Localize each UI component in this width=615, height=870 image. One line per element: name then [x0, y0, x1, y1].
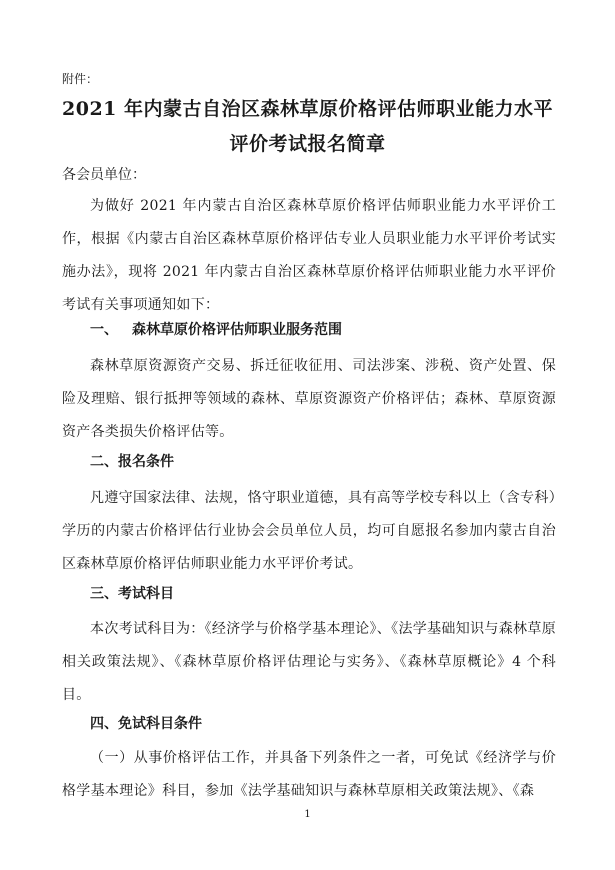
document-title-line-1: 2021 年内蒙古自治区森林草原价格评估师职业能力水平 [62, 98, 553, 120]
section-heading-3 [90, 582, 174, 606]
section-body-2: 凡遵守国家法律、法规，恪守职业道德，具有高等学校专科以上（含专科）学历的内蒙古价格评估行业协会会员单位人员，均可自愿报名参加内蒙古自治区森林草原价格评估师职业能力水平评价考试。 [62, 490, 556, 572]
section-title: 考试科目 [118, 586, 174, 602]
document-title-line-2: 评价考试报名简章 [229, 133, 386, 155]
section-title: 免试科目条件 [118, 716, 202, 732]
section-number: 三、 [90, 586, 118, 602]
section-number: 四、 [90, 716, 118, 732]
section-title: 报名条件 [118, 454, 174, 470]
attachment-label: 附件： [62, 72, 99, 86]
section-number: 一、 [90, 322, 118, 338]
salutation: 各会员单位： [62, 167, 146, 183]
section-body-1: 森林草原资源资产交易、拆迁征收征用、司法涉案、涉税、资产处置、保险及理赔、银行抵押等领域的森林、草原资源资产价格评估；森林、草原资源资产各类损失价格评估等。 [62, 358, 556, 440]
section-number: 二、 [90, 454, 118, 470]
section-title: 森林草原价格评估师职业服务范围 [132, 322, 342, 338]
intro-paragraph: 为做好 2021 年内蒙古自治区森林草原价格评估师职业能力水平评价工作，根据《内蒙古自治区森林草原价格评估专业人员职业能力水平评价考试实施办法》，现将 2021 年内蒙古自治区森林草原价格评估师职业能力水平评价考试有关事项通知如下： [62, 198, 556, 313]
section-body-3: 本次考试科目为：《经济学与价格学基本理论》、《法学基础知识与森林草原相关政策法规》、《森林草原价格评估理论与实务》、《森林草原概论》4 个科目。 [62, 621, 556, 703]
section-heading-4 [90, 712, 202, 736]
section-body-4: （一）从事价格评估工作，并具备下列条件之一者，可免试《经济学与价格学基本理论》科目，参加《法学基础知识与森林草原相关政策法规》、《森 [62, 750, 556, 799]
section-heading-1 [90, 318, 342, 342]
page-number: 1 [304, 809, 311, 820]
section-heading-2 [90, 450, 174, 474]
